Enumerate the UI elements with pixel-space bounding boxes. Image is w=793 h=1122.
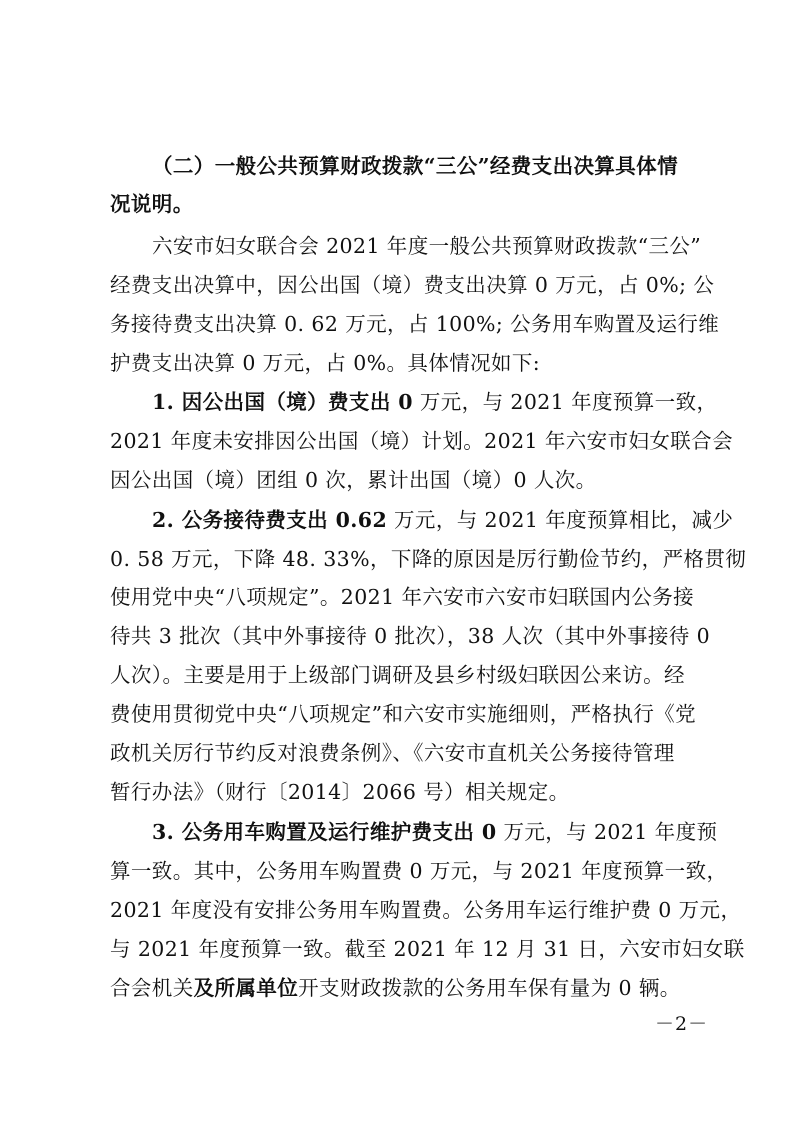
- intro-paragraph-line-1: 六安市妇女联合会 2021 年度一般公共预算财政拨款“三公”: [152, 234, 702, 258]
- item-2-line-8: 暂行办法》（财行〔2014〕2066 号）相关规定。: [110, 780, 570, 804]
- item-3-last-bold: 及所属单位: [193, 976, 299, 1000]
- page-number: －2－: [655, 1013, 709, 1035]
- item-2-line-1: [152, 503, 733, 537]
- item-3-last-after: 开支财政拨款的公务用车保有量为 0 辆。: [298, 976, 681, 1000]
- item-1-line-2: 2021 年度未安排因公出国（境）计划。2021 年六安市妇女联合会: [110, 429, 733, 453]
- intro-paragraph-line-2: 经费支出决算中，因公出国（境）费支出决算 0 万元，占 0%; 公: [110, 273, 715, 297]
- item-2-line-6: 费使用贯彻党中央“八项规定”和六安市实施细则，严格执行《党: [110, 702, 697, 726]
- item-3-line-1: [152, 815, 717, 849]
- item-1-lead: 1. 因公出国（境）费支出 0: [152, 390, 413, 414]
- item-2-line-3: 使用党中央“八项规定”。2021 年六安市六安市妇联国内公务接: [110, 585, 695, 609]
- item-2-rest: 万元，与 2021 年度预算相比，减少: [387, 508, 734, 532]
- intro-paragraph-line-3: 务接待费支出决算 0. 62 万元，占 100%; 公务用车购置及运行维: [110, 312, 720, 336]
- item-1-line-1: [152, 385, 717, 419]
- item-2-line-7: 政机关厉行节约反对浪费条例》、《六安市直机关公务接待管理: [110, 741, 675, 765]
- item-3-line-3: 2021 年度没有安排公务用车购置费。公务用车运行维护费 0 万元，: [110, 898, 742, 922]
- item-3-last-before: 合会机关: [110, 976, 194, 1000]
- item-2-line-5: 人次）。主要是用于上级部门调研及县乡村级妇联因公来访。经: [110, 663, 685, 687]
- item-1-line-3: 因公出国（境）团组 0 次，累计出国（境）0 人次。: [110, 468, 597, 492]
- section-heading-line-2: 况说明。: [110, 192, 194, 216]
- item-3-rest: 万元，与 2021 年度预: [496, 820, 718, 844]
- intro-paragraph-line-4: 护费支出决算 0 万元，占 0%。具体情况如下:: [110, 351, 541, 375]
- item-1-rest: 万元，与 2021 年度预算一致，: [412, 390, 718, 414]
- item-3-line-2: 算一致。其中，公务用车购置费 0 万元，与 2021 年度预算一致，: [110, 859, 728, 883]
- item-2-line-2: 0. 58 万元，下降 48. 33%，下降的原因是厉行勤俭节约，严格贯彻: [110, 547, 747, 571]
- item-2-line-4: 待共 3 批次（其中外事接待 0 批次），38 人次（其中外事接待 0: [110, 624, 711, 648]
- item-3-line-5: [110, 971, 681, 1005]
- section-heading-line-1: （二）一般公共预算财政拨款“三公”经费支出决算具体情: [152, 154, 678, 178]
- item-3-lead: 3. 公务用车购置及运行维护费支出 0: [152, 820, 497, 844]
- item-3-line-4: 与 2021 年度预算一致。截至 2021 年 12 月 31 日，六安市妇女联: [110, 937, 745, 961]
- item-2-lead: 2. 公务接待费支出 0.62: [152, 508, 388, 532]
